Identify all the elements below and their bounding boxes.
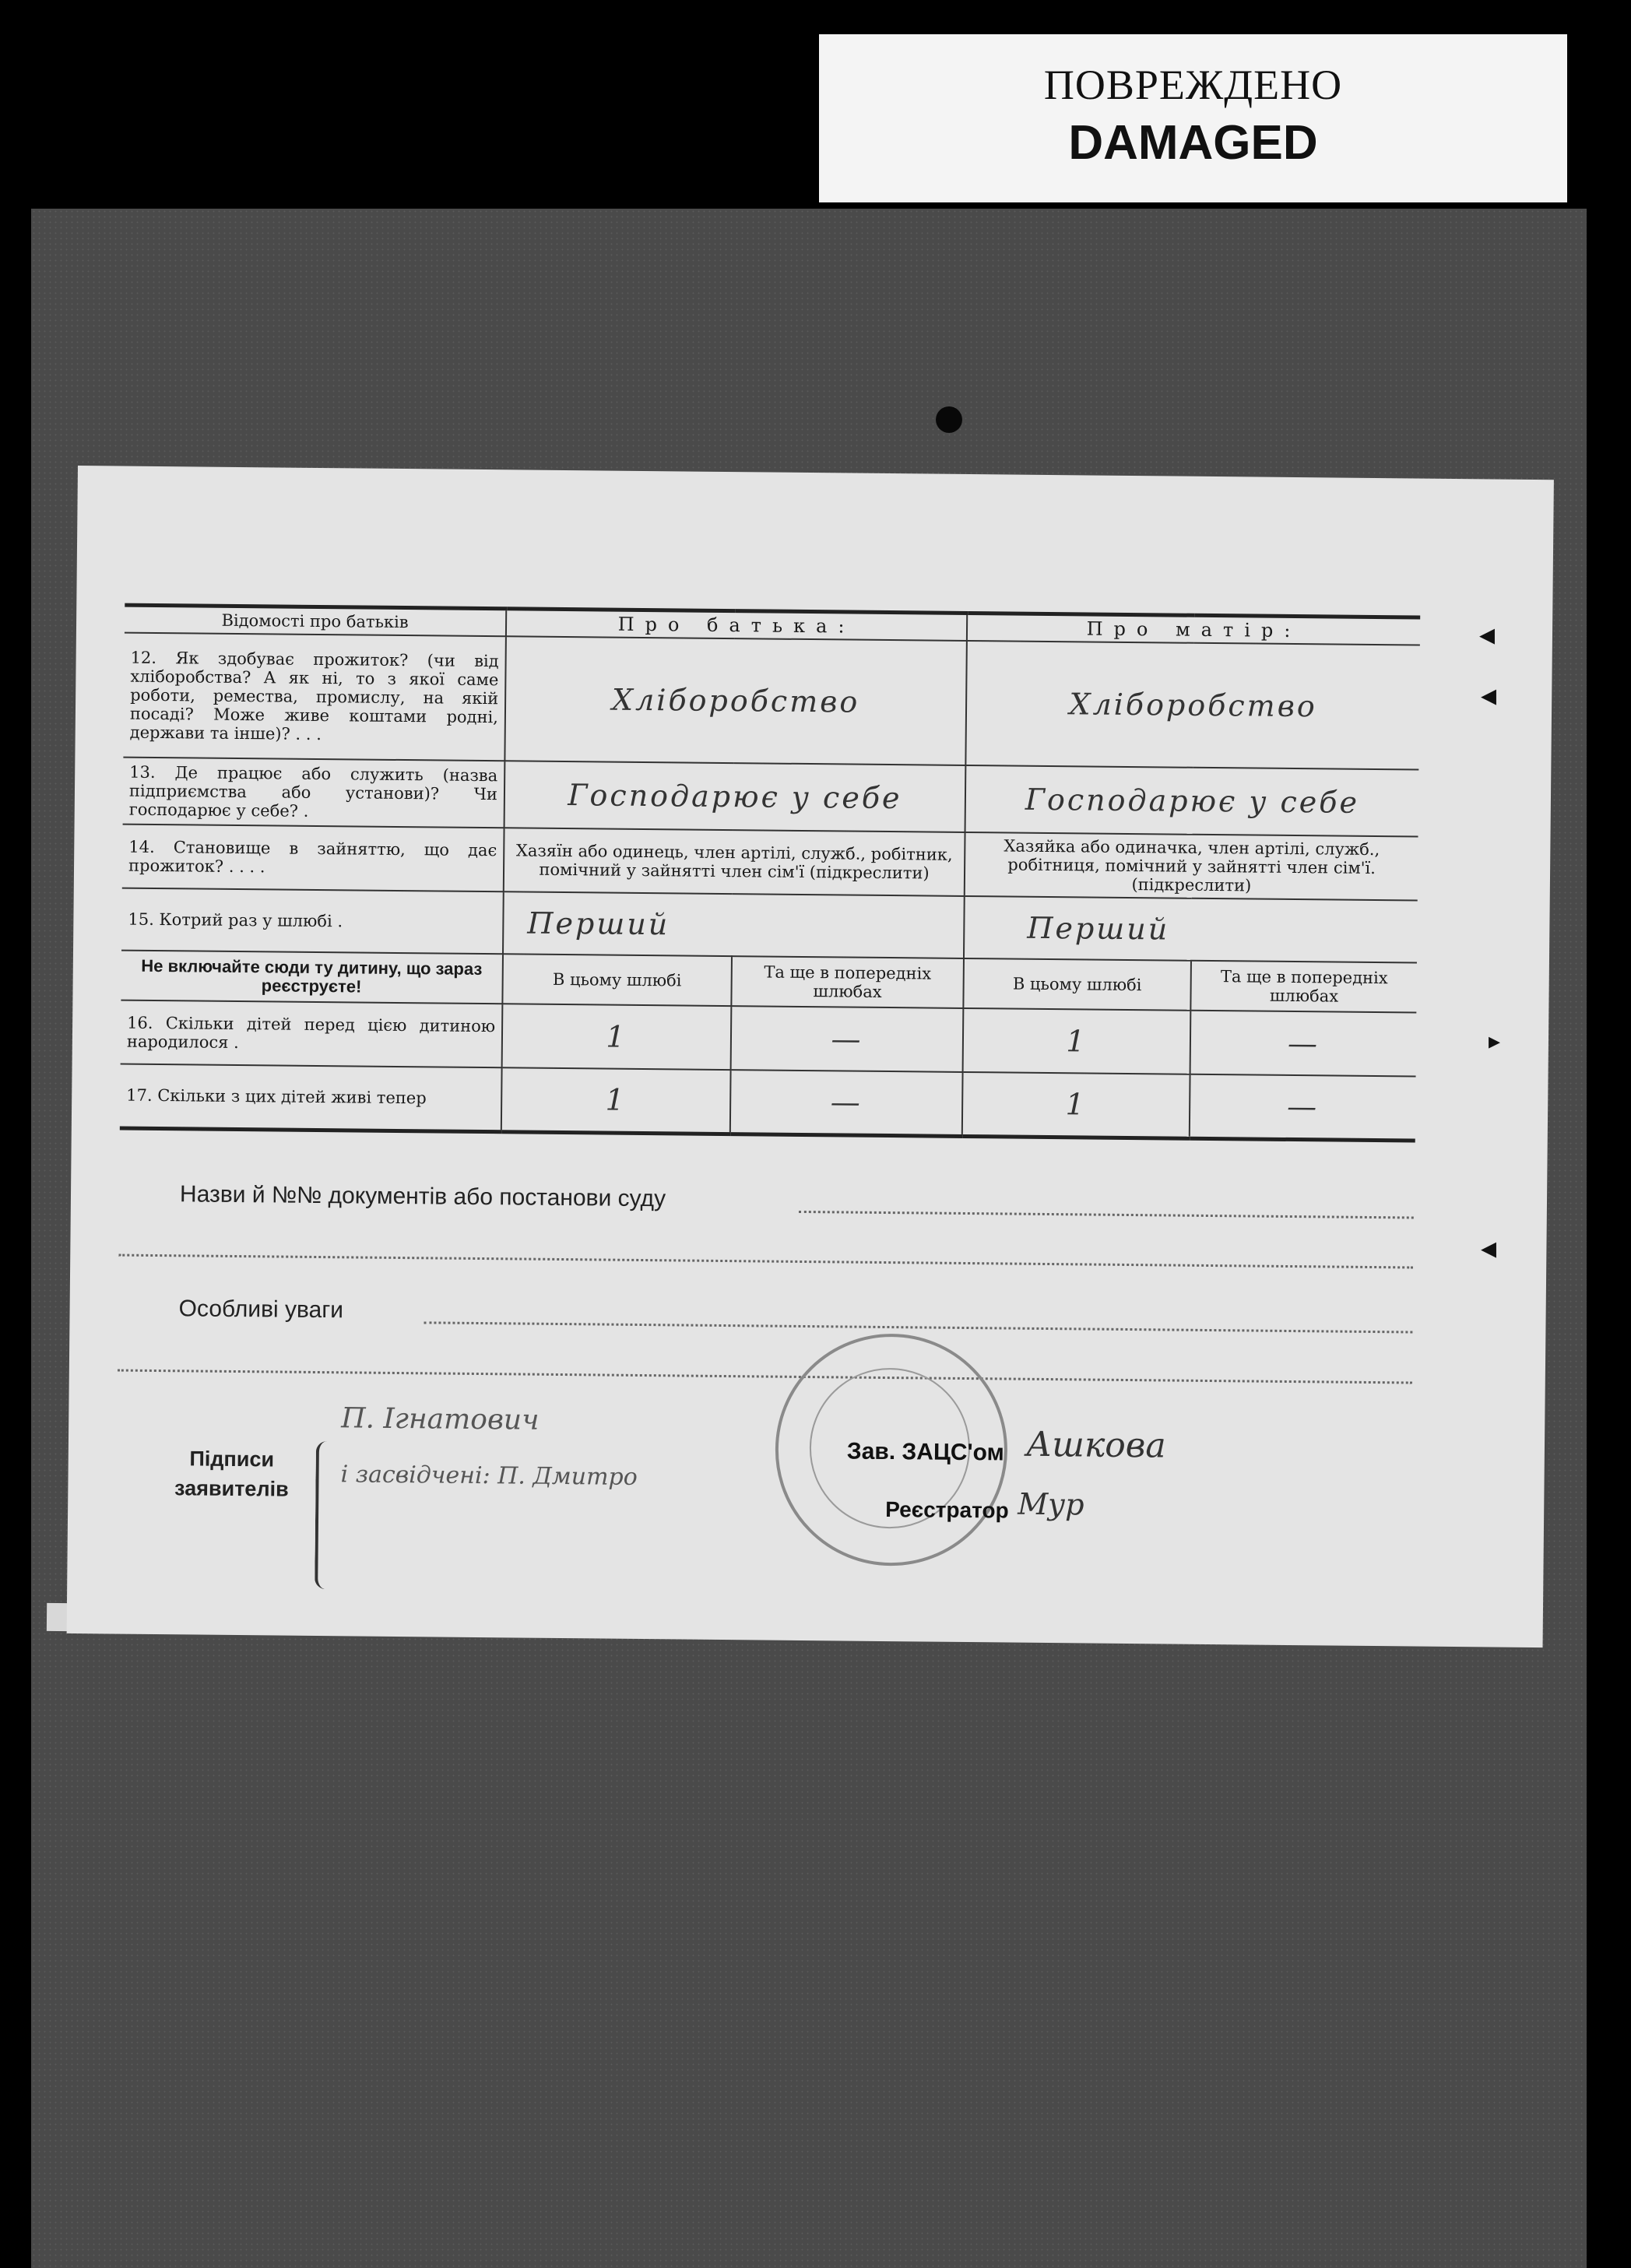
documents-label: Назви й №№ документів або постанови суду [179, 1181, 666, 1212]
answer-15-mother: Перший [964, 896, 1418, 963]
remarks-label: Особливі уваги [178, 1296, 344, 1324]
damaged-label [819, 34, 1567, 202]
applicants-signature-label: Підписи заявителів [174, 1447, 289, 1501]
table-row [122, 825, 1418, 901]
answer-16-father-this: 1 [502, 1004, 732, 1070]
edge-tab-mark: ◂ [1481, 1230, 1497, 1266]
father-this-marriage-header: В цьому шлюбі [502, 954, 732, 1006]
documents-line-1 [799, 1211, 1414, 1219]
answer-12-mother: Хліборобство [965, 641, 1420, 770]
head-zags-signature: Ашкова [1025, 1424, 1166, 1466]
question-15: 15. Котрий раз у шлюбі . [121, 888, 504, 955]
mother-this-marriage-header: В цьому шлюбі [963, 958, 1191, 1011]
answer-17-father-prev: — [730, 1070, 963, 1136]
options-14-mother: Хазяйка або одиначка, член артілі, служб., робітниця, помічний у зайнятті член сім'ї. (підкреслити) [965, 832, 1418, 901]
head-zags-label: Зав. ЗАЦС'ом [846, 1438, 1004, 1466]
father-prev-marriages-header: Та ще в попередніх шлюбах [731, 956, 964, 1008]
documents-line-2 [118, 1254, 1413, 1269]
signature-brace [315, 1441, 330, 1589]
exclude-child-note: Не включайте сюди ту дитину, що зараз реєструєте! [121, 951, 503, 1004]
registrar-signature: Мур [1018, 1486, 1084, 1522]
options-14-father: Хазяїн або одинець, член артілі, служб., робітник, помічний у зайнятті член сім'ї (підкреслити) [504, 828, 965, 896]
applicant-signature-2: і засвідчені: П. Дмитро [340, 1461, 638, 1491]
edge-tab-mark: ◂ [1479, 617, 1496, 652]
damaged-label-en: DAMAGED [1068, 116, 1318, 170]
header-parents-info: Відомості про батьків [125, 605, 506, 636]
answer-16-mother-this: 1 [963, 1008, 1191, 1074]
parents-info-table [120, 603, 1420, 1142]
registrar-label: Реєстратор [885, 1497, 1009, 1523]
answer-13-mother: Господарює у себе [965, 765, 1419, 837]
answer-17-mother-prev: — [1190, 1074, 1416, 1141]
answer-17-father-this: 1 [501, 1067, 731, 1134]
answer-16-mother-prev: — [1190, 1011, 1417, 1077]
question-16: 16. Скільки дітей перед цією дитиною народилося . [121, 1000, 503, 1068]
answer-15-father: Перший [503, 891, 965, 958]
remarks-line-1 [424, 1321, 1412, 1333]
question-17: 17. Скільки з цих дітей живі тепер [120, 1064, 502, 1132]
remarks-line-2 [118, 1370, 1412, 1384]
answer-16-father-prev: — [731, 1006, 964, 1072]
question-14: 14. Становище в зайняттю, що дає прожиток? . . . . [122, 825, 504, 892]
question-12: 12. Як здобуває прожиток? (чи від хліборобства? А як ні, то з якої саме роботи, ремества, промислу, на якій посаді? Може живе коштами родні, держави та інше)? . . . [123, 633, 506, 761]
answer-13-father: Господарює у себе [504, 761, 966, 832]
answer-12-father: Хліборобство [504, 636, 967, 765]
applicant-signature-1: П. Ігнатович [341, 1402, 540, 1436]
edge-tab-mark: ◂ [1481, 677, 1497, 713]
header-father: Про батька: [506, 609, 967, 641]
registration-card [67, 466, 1554, 1647]
table-row [123, 758, 1419, 837]
punch-hole [936, 406, 962, 433]
table-row [121, 1000, 1417, 1077]
header-mother: Про матір: [967, 613, 1420, 645]
edge-tab-mark: ▸ [1489, 1028, 1501, 1055]
question-13: 13. Де працює або служить (назва підприємства або установи)? Чи господарює у себе? . [123, 758, 505, 828]
damaged-label-ru: ПОВРЕЖДЕНО [1043, 62, 1343, 108]
table-row [120, 1064, 1416, 1141]
answer-17-mother-this: 1 [962, 1072, 1190, 1138]
mother-prev-marriages-header: Та ще в попередніх шлюбах [1190, 961, 1417, 1013]
table-row [123, 633, 1419, 770]
